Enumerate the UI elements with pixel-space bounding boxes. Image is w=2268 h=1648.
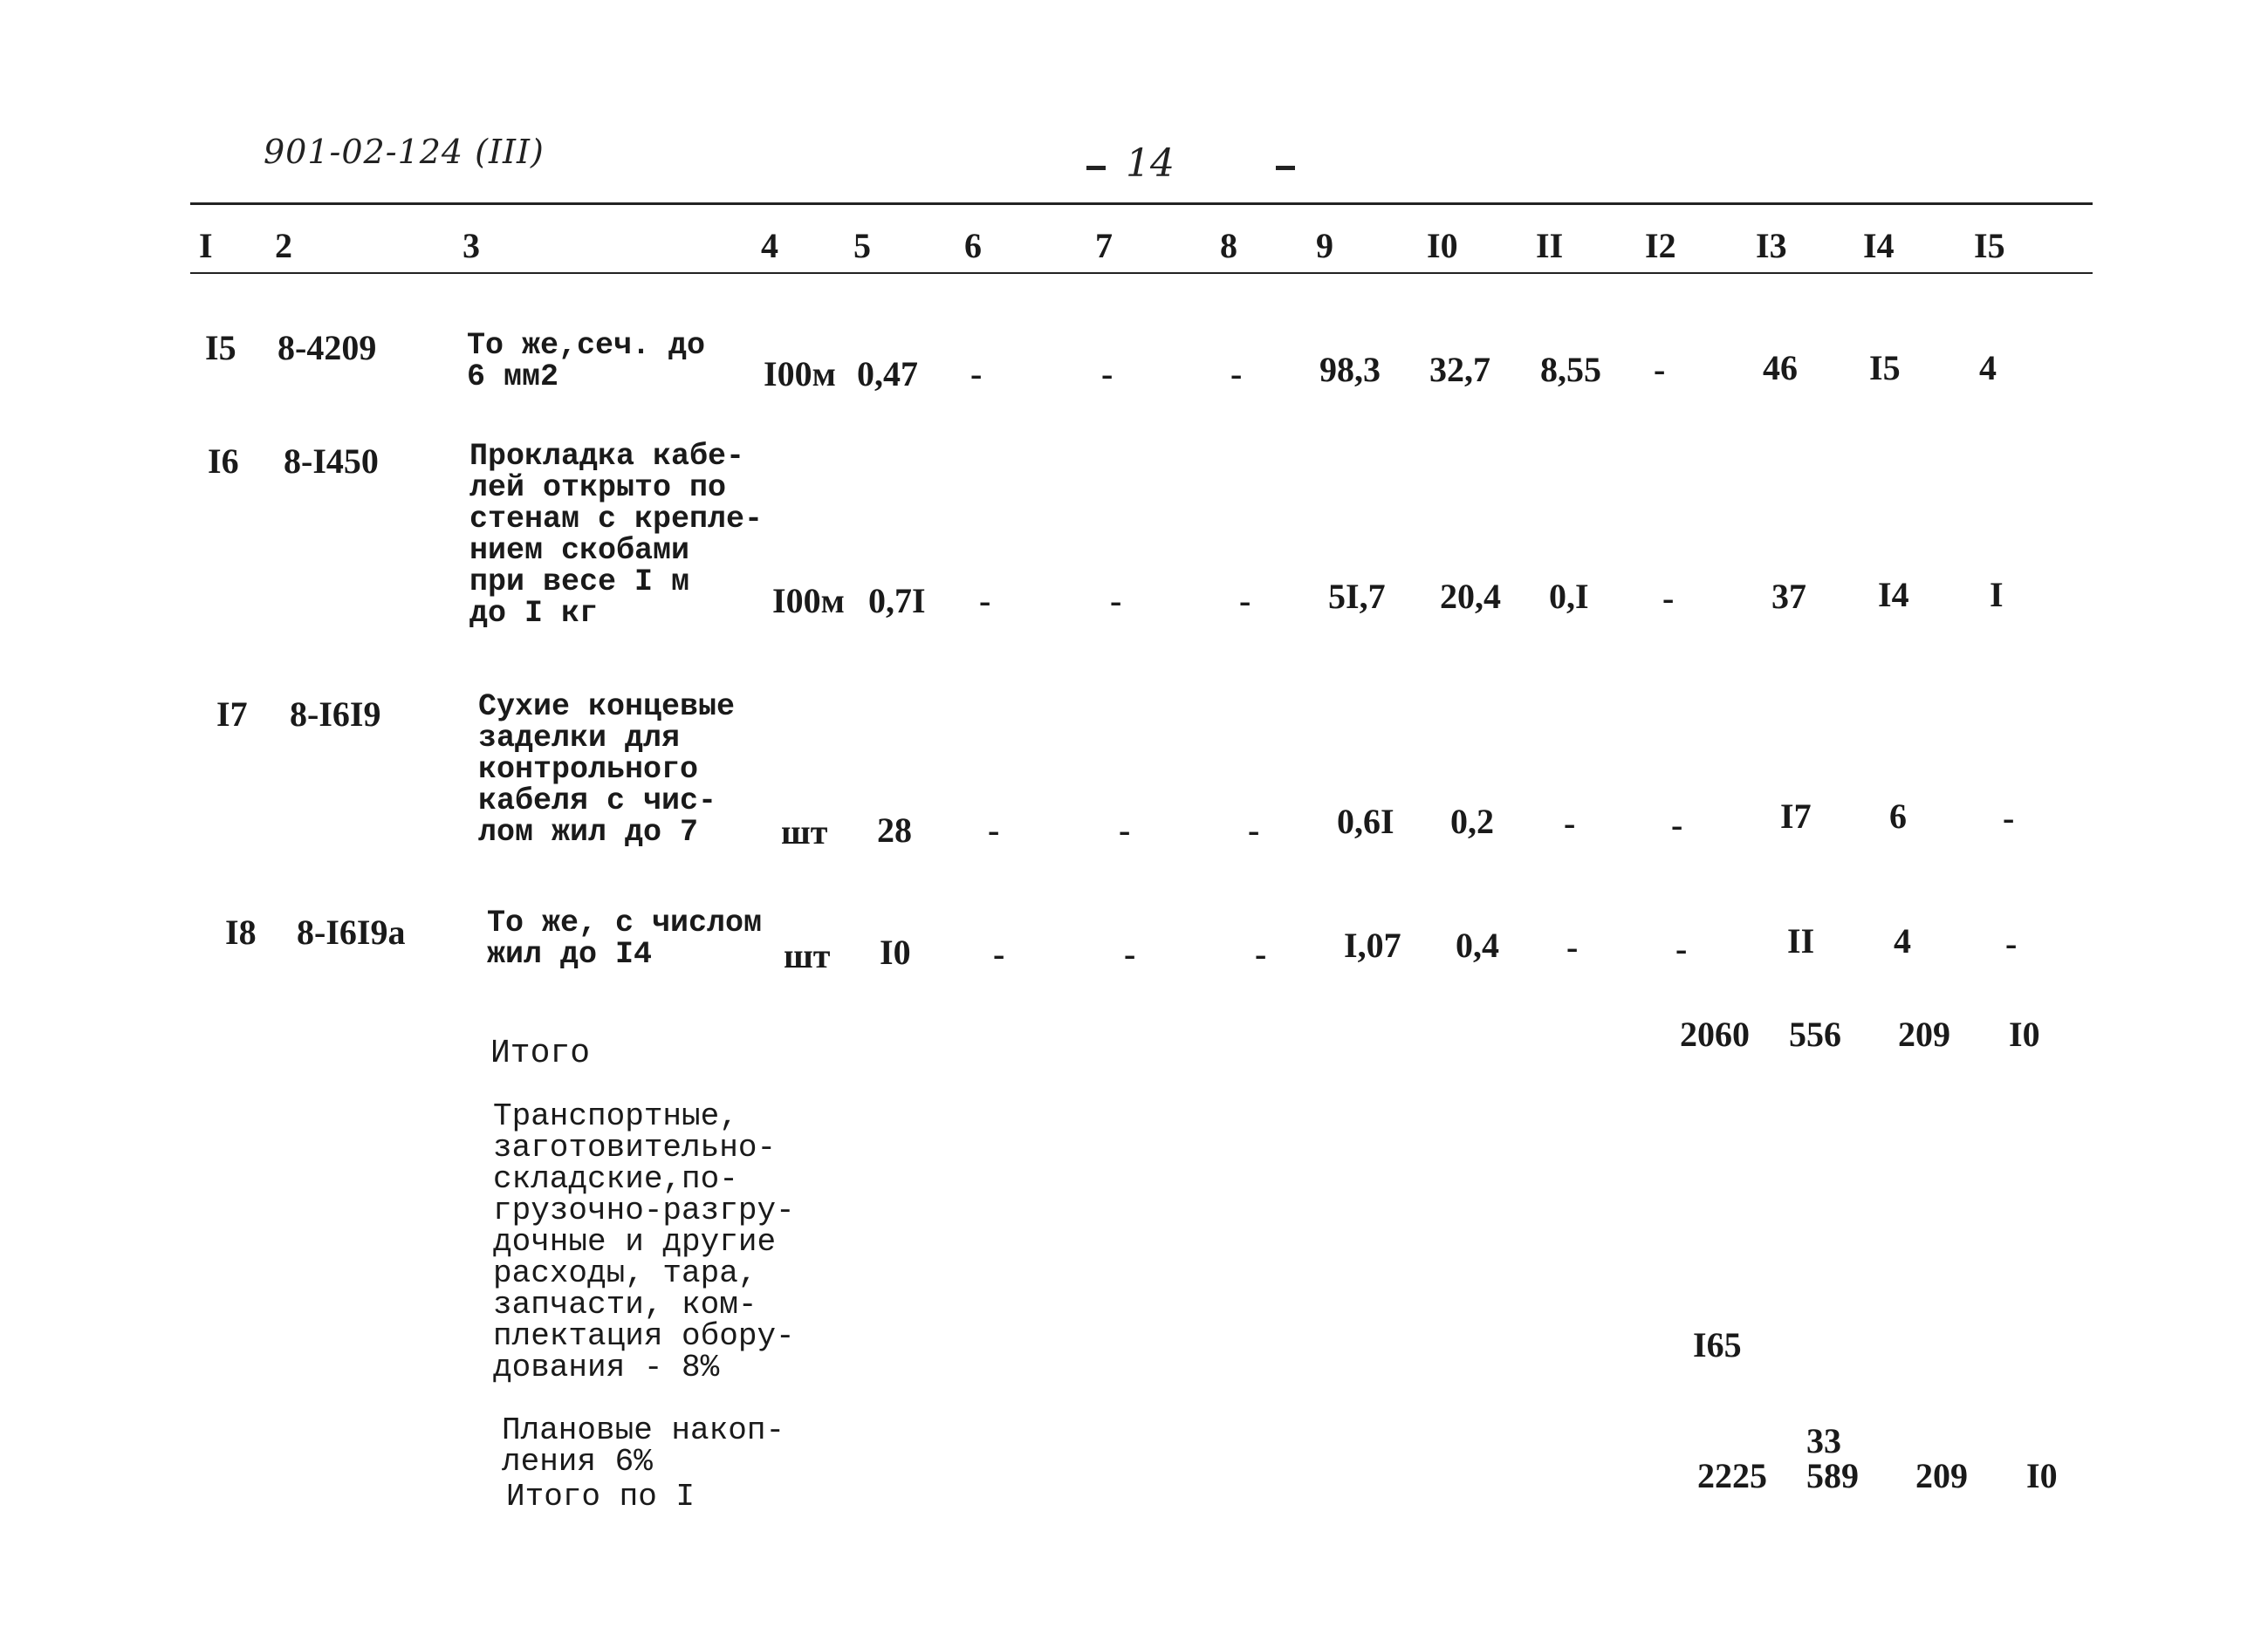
unit: шт <box>781 812 828 851</box>
cell-9: 5I,7 <box>1328 577 1386 616</box>
col-header-5: 5 <box>853 226 871 265</box>
cell-13: 37 <box>1771 577 1806 616</box>
col-header-4: 4 <box>761 226 778 265</box>
quantity: 0,47 <box>857 354 918 393</box>
cell-7: - <box>1101 354 1113 393</box>
cell-15: - <box>2005 924 2018 963</box>
planned-accumulations-value: 33 <box>1806 1421 1841 1460</box>
itogo-col-15: I0 <box>2009 1015 2040 1054</box>
cell-10: 0,4 <box>1456 926 1499 965</box>
cell-14: I4 <box>1878 575 1909 614</box>
unit: I00м <box>772 581 845 620</box>
cell-12: - <box>1675 929 1688 968</box>
col-header-12: I2 <box>1645 226 1676 265</box>
col-header-7: 7 <box>1095 226 1113 265</box>
col-header-6: 6 <box>964 226 982 265</box>
price-code: 8-I6I9 <box>290 694 381 734</box>
cell-12: - <box>1654 350 1666 389</box>
row-number: I5 <box>205 328 236 367</box>
col-header-15: I5 <box>1974 226 2005 265</box>
itogo-col-14: 209 <box>1898 1015 1950 1054</box>
row-number: I8 <box>225 913 257 952</box>
price-code: 8-I450 <box>284 441 379 481</box>
cell-7: - <box>1124 934 1136 974</box>
price-code: 8-4209 <box>278 328 377 367</box>
cell-10: 32,7 <box>1429 350 1490 389</box>
transport-expenses-label: Транспортные, заготовительно- складские,по- грузочно-разгру- дочные и другие расходы, тара, запчасти, ком- плектация обору- дования - 8% <box>493 1098 795 1385</box>
col-header-10: I0 <box>1427 226 1458 265</box>
cell-6: - <box>970 354 983 393</box>
col-header-14: I4 <box>1863 226 1895 265</box>
cell-10: 20,4 <box>1440 577 1501 616</box>
price-code: 8-I6I9а <box>297 913 406 952</box>
col-header-13: I3 <box>1756 226 1787 265</box>
work-description: То же, с числом жил до I4 <box>487 906 763 972</box>
cell-8: - <box>1230 354 1243 393</box>
cell-13: II <box>1787 921 1815 961</box>
cell-13: I7 <box>1780 797 1812 836</box>
col-header-1: I <box>199 226 213 265</box>
cell-7: - <box>1119 810 1131 850</box>
col-header-9: 9 <box>1316 226 1333 265</box>
cell-11: - <box>1564 803 1576 843</box>
cell-9: 98,3 <box>1319 350 1381 389</box>
quantity: 0,7I <box>868 581 926 620</box>
document-code: 901-02-124 (III) <box>264 133 545 171</box>
cell-12: - <box>1662 578 1675 618</box>
cell-11: - <box>1566 927 1579 967</box>
itogo-po-i-col-13: 589 <box>1806 1456 1859 1495</box>
cell-10: 0,2 <box>1450 802 1494 841</box>
cell-11: 0,I <box>1549 577 1589 616</box>
quantity: I0 <box>880 933 911 972</box>
col-header-11: II <box>1536 226 1564 265</box>
col-header-3: 3 <box>463 226 480 265</box>
transport-expenses-value: I65 <box>1693 1325 1742 1364</box>
cell-13: 46 <box>1763 348 1798 387</box>
cell-8: - <box>1255 934 1267 974</box>
cell-9: 0,6I <box>1337 802 1394 841</box>
cell-14: 6 <box>1889 797 1907 836</box>
itogo-po-i-label: Итого по I <box>506 1479 695 1515</box>
page-number-dash-left <box>1086 166 1106 170</box>
itogo-col-13: 556 <box>1789 1015 1841 1054</box>
row-number: I6 <box>208 441 239 481</box>
cell-9: I,07 <box>1344 926 1401 965</box>
cell-15: 4 <box>1979 348 1997 387</box>
work-description: Сухие концевые заделки для контрольного кабеля с чис- лом жил до 7 <box>478 689 736 850</box>
cell-11: 8,55 <box>1540 350 1601 389</box>
cell-14: 4 <box>1894 921 1911 961</box>
cell-7: - <box>1110 581 1122 620</box>
work-description: То же,сеч. до 6 мм2 <box>467 328 706 394</box>
cell-12: - <box>1671 805 1683 845</box>
cell-15: I <box>1990 575 2004 614</box>
unit: I00м <box>764 354 836 393</box>
planned-accumulations-label: Плановые накоп- ления 6% <box>502 1412 785 1480</box>
unit: шт <box>784 936 831 975</box>
header-top-rule <box>190 202 2093 205</box>
row-number: I7 <box>216 694 248 734</box>
cell-14: I5 <box>1869 348 1901 387</box>
cell-8: - <box>1239 581 1251 620</box>
cell-8: - <box>1248 810 1260 850</box>
page-number: 14 <box>1126 141 1175 186</box>
page-number-dash-right <box>1276 166 1295 170</box>
itogo-po-i-col-14: 209 <box>1915 1456 1968 1495</box>
col-header-8: 8 <box>1220 226 1237 265</box>
itogo-col-12: 2060 <box>1680 1015 1750 1054</box>
cell-6: - <box>993 934 1005 974</box>
header-bottom-rule <box>190 272 2093 274</box>
col-header-2: 2 <box>275 226 292 265</box>
quantity: 28 <box>877 810 912 850</box>
itogo-po-i-col-12: 2225 <box>1697 1456 1767 1495</box>
itogo-label: Итого <box>490 1035 591 1072</box>
itogo-po-i-col-15: I0 <box>2026 1456 2058 1495</box>
cell-15: - <box>2003 798 2015 838</box>
work-description: Прокладка кабе- лей открыто по стенам с крепле- нием скобами при весе I м до I кг <box>469 439 764 631</box>
cell-6: - <box>979 581 991 620</box>
cell-6: - <box>988 810 1000 850</box>
